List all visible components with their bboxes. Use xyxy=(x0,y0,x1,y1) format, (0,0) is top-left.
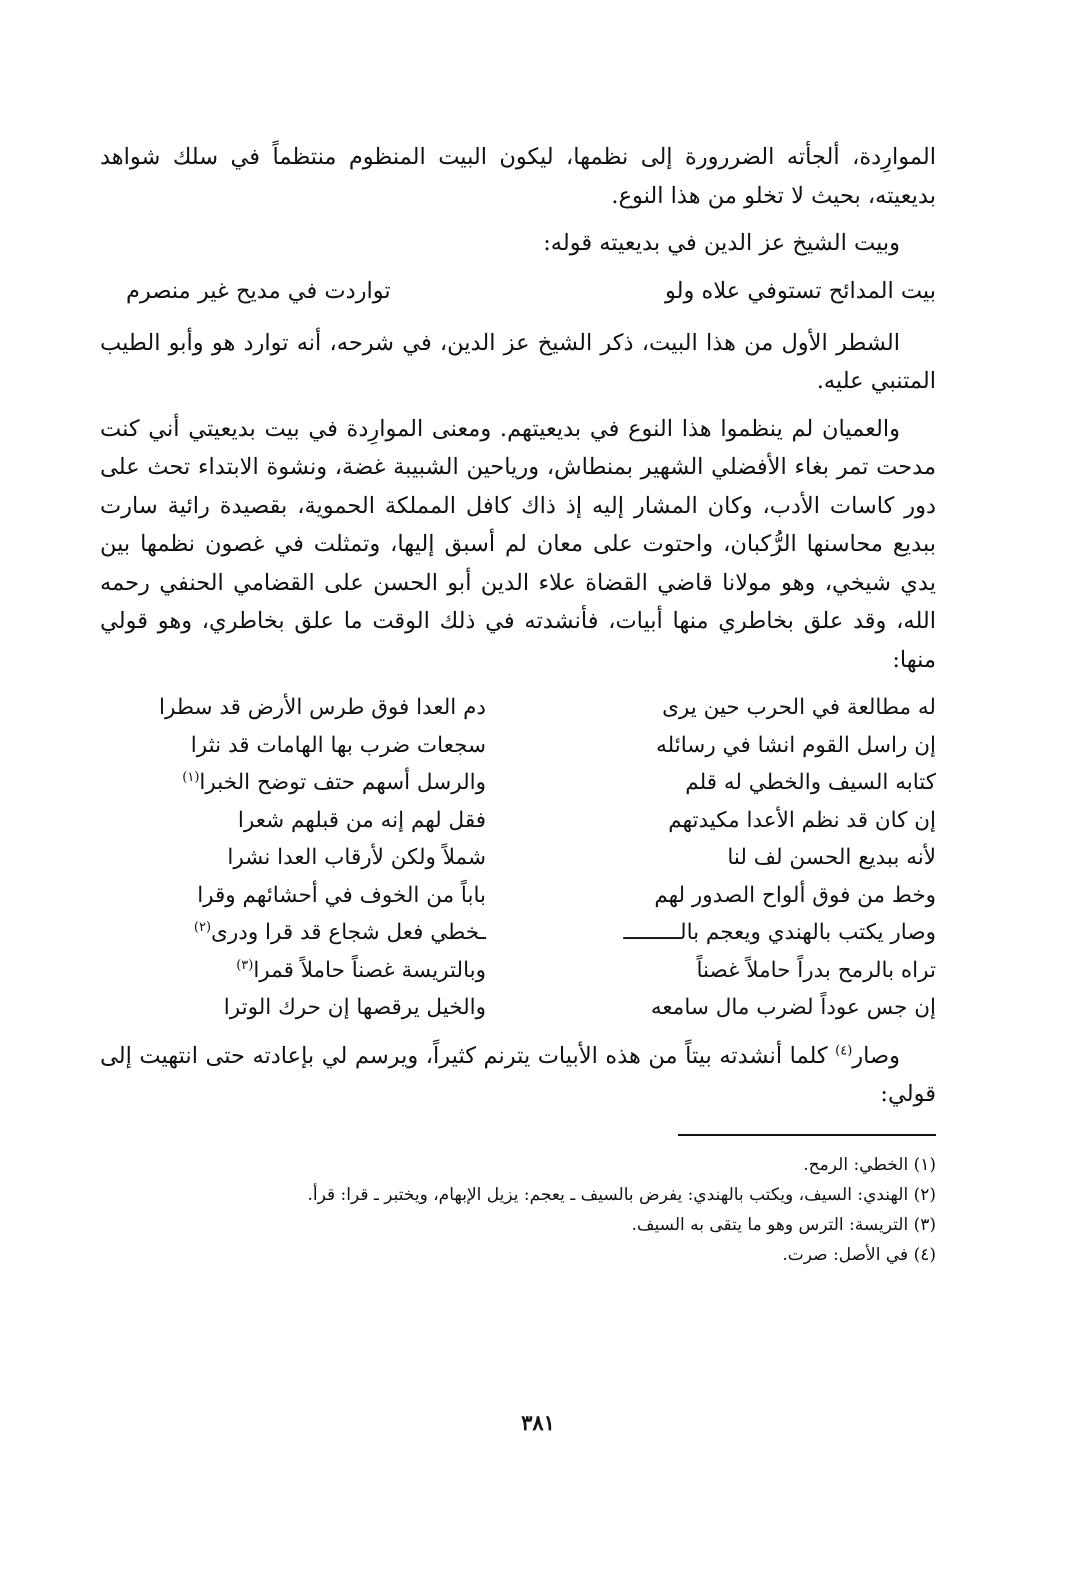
paragraph-5 xyxy=(100,1037,936,1114)
quoted-verse xyxy=(100,272,936,310)
page-number: ٣٨١ xyxy=(521,1410,555,1435)
paragraph-3: الشطر الأول من هذا البيت، ذكر الشيخ عز الدين، في شرحه، أنه توارد هو وأبو الطيب المتنبي عليه. xyxy=(100,329,936,394)
poem-first-hemistich: وصار يكتب بالهندي ويعجم بالـــــــــ xyxy=(623,920,936,945)
poem-second-hemistich xyxy=(100,839,486,877)
poem-first-hemistich: تراه بالرمح بدراً حاملاً غصناً xyxy=(696,957,936,983)
poem-hemistich-text: فقل لهم إنه من قبلهم شعرا xyxy=(237,807,486,833)
poem-second-hemistich xyxy=(100,802,486,840)
poem-hemistich-text: والرسل أسهم حتف توضح الخبرا xyxy=(199,770,486,795)
poem-line xyxy=(100,839,936,877)
poem-first-hemistich: لأنه ببديع الحسن لف لنا xyxy=(727,845,936,870)
poem-second-hemistich xyxy=(100,989,486,1027)
paragraph-2: وبيت الشيخ عز الدين في بديعيته قوله: xyxy=(543,230,900,256)
poem-first-hemistich: إن راسل القوم انشا في رسائله xyxy=(656,732,936,758)
footnote-marker: (٤) xyxy=(835,1043,853,1058)
verse-first-hemistich: بيت المدائح تستوفي علاه ولو xyxy=(665,277,936,304)
footnote-4: (٤) في الأصل: صرت. xyxy=(782,1244,936,1265)
footnote-divider xyxy=(678,1134,936,1136)
poem-line xyxy=(100,727,936,765)
poem-second-hemistich xyxy=(100,877,486,915)
paragraph-4: والعميان لم ينظموا هذا النوع في بديعيتهم. ومعنى الموارِدة في بيت بديعيتي أني كنت مدحت تمر بغاء الأفضلي الشهير بمنطاش، ورياحين الشبيبة غضة، ونشوة الابتداء تحث على دور كاسات الأدب، وكان المشار إليه إذ ذاك كافل المملكة الحموية، بقصيدة رائية سارت ببديع محاسنها الرُّكبان، واحتوت على معان لم أسبق إليها، وتمثلت في غصون نظمها بين يدي شيخي، وهو مولانا قاضي القضاة علاء الدين أبو الحسن على القضامي الحنفي رحمه الله، وقد علق بخاطري منها أبيات، فأنشدته في ذلك الوقت ما علق بخاطري، وهو قولي منها: xyxy=(100,415,936,673)
footnote-marker: (١) xyxy=(182,769,200,785)
verse-second-hemistich: تواردت في مديح غير منصرم xyxy=(126,277,391,304)
poem xyxy=(100,689,936,1027)
poem-line xyxy=(100,914,936,952)
footnote-3: (٣) التريسة: الترس وهو ما يتقى به السيف. xyxy=(631,1214,936,1235)
poem-line xyxy=(100,689,936,727)
poem-line xyxy=(100,764,936,802)
poem-hemistich-text: سجعات ضرب بها الهامات قد نثرا xyxy=(190,732,486,758)
poem-hemistich-text: دم العدا فوق طرس الأرض قد سطرا xyxy=(159,695,486,720)
paragraph-5-rest: كلما أنشدته بيتاً من هذه الأبيات يترنم كثيراً، ويرسم لي بإعادته حتى انتهيت إلى قولي: xyxy=(100,1042,936,1107)
footnotes xyxy=(100,1150,936,1270)
poem-first-hemistich: إن كان قد نظم الأعدا مكيدتهم xyxy=(668,807,936,833)
poem-hemistich-text: ـخطي فعل شجاع قد قرا ودرى xyxy=(211,920,486,945)
poem-hemistich-text: شملاً ولكن لأرقاب العدا نشرا xyxy=(227,845,486,870)
poem-second-hemistich xyxy=(100,914,486,952)
poem-second-hemistich xyxy=(100,727,486,765)
poem-line xyxy=(100,877,936,915)
footnote-marker: (٣) xyxy=(236,957,254,973)
poem-second-hemistich xyxy=(100,764,486,802)
poem-line xyxy=(100,952,936,990)
footnote-2: (٢) الهندي: السيف، ويكتب بالهندي: يفرض بالسيف ـ يعجم: يزيل الإبهام، ويختبر ـ قرا: قرأ. xyxy=(307,1184,936,1205)
poem-first-hemistich: كتابه السيف والخطي له قلم xyxy=(685,770,936,795)
paragraph-1: الموارِدة، ألجأته الضررورة إلى نظمها، ليكون البيت المنظوم منتظماً في سلك شواهد بديعيته، بحيث لا تخلو من هذا النوع. xyxy=(100,144,936,209)
poem-hemistich-text: باباً من الخوف في أحشائهم وقرا xyxy=(197,882,486,908)
poem-first-hemistich: إن جس عوداً لضرب مال سامعه xyxy=(650,995,936,1020)
poem-line xyxy=(100,802,936,840)
footnote-marker: (٢) xyxy=(193,919,212,935)
poem-first-hemistich: وخط من فوق ألواح الصدور لهم xyxy=(654,882,936,908)
poem-hemistich-text: والخيل يرقصها إن حرك الوترا xyxy=(223,995,486,1020)
poem-first-hemistich: له مطالعة في الحرب حين يرى xyxy=(662,695,936,720)
footnote-1: (١) الخطي: الرمح. xyxy=(803,1154,936,1175)
paragraph-5-start: وصار xyxy=(852,1042,900,1069)
page-body xyxy=(100,138,936,1270)
poem-second-hemistich xyxy=(100,952,486,990)
poem-line xyxy=(100,989,936,1027)
poem-second-hemistich xyxy=(100,689,486,727)
poem-hemistich-text: وبالتريسة غصناً حاملاً قمرا xyxy=(253,957,486,983)
